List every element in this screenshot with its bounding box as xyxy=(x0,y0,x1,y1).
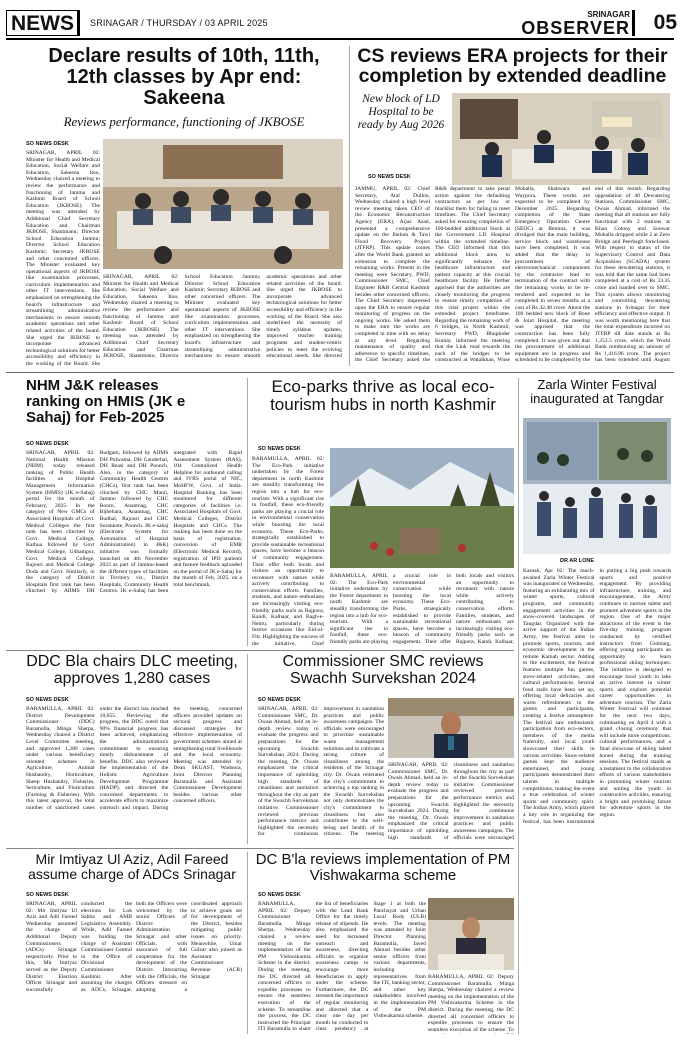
story-byline: SO NEWS DESK xyxy=(368,174,411,180)
dc-photo xyxy=(428,898,514,970)
story-headline: NHM J&K releases ranking on HMIS (JK e Sahaj) for Feb-2025 xyxy=(26,377,186,426)
story-headline: Zarla Winter Festival inaugurated at Tangdar xyxy=(530,377,664,406)
brand-logo xyxy=(510,10,630,37)
section-divider xyxy=(6,848,514,849)
story-headline: DDC Bla chairs DLC meeting, approves 1,280 cases xyxy=(26,653,238,687)
page-number: 05 xyxy=(632,10,677,36)
eco-park-photo xyxy=(330,448,514,568)
story-body: BARAMULLA, APRIL 02: Deputy Commissioner Baramulla, Minga Sherpa, Wednesday chaired a review meeting on the implementation of the PM Vishwakarma Scheme in the district. During the meeting, the DC directed all concerned officers to expedite processes to ensure the seamless execution of the scheme. To streamline the process, the DC instructed the Principal ITI Baramulla to share the list of beneficiaries with the Lead Bank Office for the timely release of stipends. He also emphasized the need for increased outreach and awareness, directing officials to organize awareness camps to encourage more beneficiaries to apply under the scheme. Furthermore, the DC stressed the importance of regular monitoring and directed that a clear one day per month be conducted to clear pendency at Stage 1 at both the Panchayat and Urban Local Body (ULB) levels. The meeting was attended by Joint Director Planning Baramulla, Javed Ahmad besides other senior officers from various departments, including representatives from the ITI, banking sector, and other key stakeholders involved in the implementation of the PM Vishwakarma scheme. xyxy=(258,901,426,1033)
section-divider xyxy=(6,372,674,373)
story-headline: Declare results of 10th, 11th, 12th classes by Apr end: Sakeena xyxy=(48,45,320,109)
column-divider xyxy=(247,378,248,646)
story-body-intro: SRINAGAR, APRIL 02: Commissioner SMC, Dr. Owais Ahmad, held an in-depth review today to evaluate the progress and preparations for the upcoming Swachh Survekshan 2024. During the meeting, Dr. Owais emphasized the critical importance of upholding high standards of cleanliness and sanitation throughout the city as part of the Swachh Survekshan initiative. Commissioner reviewed previous performance metrics and highlighted the necessity for continuous improvement in sanitation practices and public awareness campaigns. The officials were encouraged to prioritize sustainable waste management solutions and to cultivate a strong culture of cleanliness among the residents of the Srinagar city. Dr. Owais reiterated the city's commitment to achieving a top ranking in the Swachh Survekshan not only demonstrates the city's commitment to cleanliness but also contributes to the well-being and health of its citizens. The meeting xyxy=(258,706,384,838)
meeting-photo xyxy=(103,139,343,269)
story-body-tail: BARAMULLA, APRIL 02: Deputy Commissioner Baramulla, Minga Sherpa, Wednesday chaired a review meeting on the implementation of the PM Vishwakarma Scheme in the district. During the meeting, the DC directed all concerned officers to expedite processes to ensure the seamless execution of the scheme. To xyxy=(428,974,514,1033)
story-body-intro: SRINAGAR, APRIL 02: Minister for Health and Medical Education, Social Welfare and Education, Sakeena Itoo, Wednesday chaired a meeting to review the performance and functioning of Jammu and Kashmir Board of School Education (JKBOSE). The meeting was attended by Additional Chief Secretary Education and Chairman JKBOSE, Shantmanu; Director School Education Jammu; Director School Education Kashmir; Secretary JKBOSE and other concerned officers. The Minister evaluated key operational aspects of JKBOSE like examination processes, curriculum implementation and other IT interventions. She emphasized on strengthening the board's infrastructure and streamlining administrative mechanisms to ensure smooth academic operations and other related activities of the board. She urged the JKBOSE to incorporate advanced technological solutions for better accessibility and efficiency in the working of the Board. She xyxy=(26,150,100,366)
festival-photo xyxy=(523,418,671,554)
commissioner-photo xyxy=(388,698,514,758)
column-divider xyxy=(349,46,350,366)
brand-name: OBSERVER xyxy=(521,18,630,38)
story-byline: DR AR LONE xyxy=(560,558,595,564)
section-divider xyxy=(6,650,514,651)
story-body: JAMMU, APRIL 02: Chief Secretary, Atal Dulloo, Wednesday chaired a high level review meeting taken CEO of the Economic Reconstruction Agency (ERA), Aijaz Asad, presented a comprehensive update on the Jhelum & Tawi Flood Recovery Project (JTFRP). This update comes after the World Bank granted an extension to complete the remaining works. Present in the meeting were Secretary, PWD, Commissioner SMC, Chief Engineer R&B Central Kashmir besides other concerned officers. The Chief Secretary impressed upon the ERA to ensure regular monitoring of progress on the ongoing works. He asked them to make sure the works are completed in time with no delay at any level. Regarding maintenance of quality and adherence to specific timelines, the Chief Secretary asked the R&B department to take penal action against the defaulting contractors as per law or blacklist them for failing to meet timelines. The Chief Secretary asked for ensuring completion of 100-bedded additional block at the Government LD Hospital within the extended timeline. The CEO informed that this additional block aims to significantly enhance the healthcare infrastructure and patient capacity at this crucial healthcare facility. He further apprised that the authorities are closely monitoring the progress to ensure timely completion of this vital project within the extended project timeframe. Regarding the remaining work of 6 bridges, in North Kashmir, Secretary PWD, Bhupinder Kumar, informed the meeting that the Link road towards the each of the bridges to be constructed at Watalkhan, Wuse Mohalla, Shahwara and Waypora. These works are expected to be completed by December 2025. Regarding completion of the State Emergency Operation Centre (SEOC) at Bemina, it was divulged that the main building, service block and warehouse have been completed. It was added that the delay in procurement of electromechanical components by the contractor lead to termination of the contract with the remaining works to be re-tendered and expected to be completed in seven months at a cost of Rs 42.48 crore. About the 100 bedded new block of Bone & Joint Hospital, the meeting was apprised that the construction has been fully completed. It was given out that the procurement of additional equipment are in progress and scheduled to be completed by the end of this month. Regarding upgradation of 40 Dewatering Stations, Commissioner SMC, Owais Ahmad, informed the meeting that all stations are fully functional with 2 stations at Khan Colony and Sonwar Mohalla dropped while 2 at Zero Bridge and Peerbagh foreclosed. With respect to status of the Supervisory Control and Data Acquisition (SCADA) system for these dewatering stations, it was told that the same had been completed at a cost of Rs 33.35 crore and handed over to SMC. This system allows monitoring and controlling dewatering stations in Srinagar for their efficiency and effective output. It was worth mentioning here that the total expenditure incurred on JTFRP till date stands at Rs 1,253.5 crore, which the World Bank reimbursing an amount of Rs 1,416.96 crore. The project has been extended until August xyxy=(355,186,670,364)
story-body: BARAMULLA, APRIL 02: District Development Commissioner (DDC) Baramulla, Minga Sherpa, Wednesday chaired a District Level Committee meeting, and approved 1,280 cases under various beneficiary oriented schemes in Agriculture, Animal Husbandry, Horticulture, Sheep Husbandry, Fisheries, Sericulture, and Floriculture (Farming & Fisheries). With this latest approval, the total number of sanctioned cases under the district has reached 10,055. Reviewing the progress, the DDC noted that 90% financial progress has been achieved, emphasizing the administration's commitment to ensuring timely disbursement of benefits. DDC also reviewed the implementation of the Holistic Agriculture Development Programme (HADP), and directed the concerned departments to accelerate efforts to maximize outreach and impact. During the meeting, concerned officers provided updates on sectoral progress and discussed strategies for effective implementation of government schemes aimed at strengthening rural livelihoods and the local economy. Meeting was attended by Dean SKUAST, Wadoora, Joint Director Planning Baramulla and Assistant Commissioner Development besides various other concerned officers. xyxy=(26,706,242,811)
story-body: SRINAGAR, APRIL 02: Commissioner SMC, Dr. Owais Ahmad, held an in-depth review today to evaluate the progress and preparations for the upcoming Swachh Survekshan 2024. During the meeting, Dr. Owais emphasized the critical importance of upholding high standards of cleanliness and sanitation throughout the city as part of the Swachh Survekshan initiative. Commissioner reviewed previous performance metrics and highlighted the necessity for continuous improvement in sanitation practices and public awareness campaigns. The officials were encouraged xyxy=(388,762,514,841)
story-headline: Commissioner SMC reviews Swachh Survekshan 2024 xyxy=(282,653,484,687)
column-divider xyxy=(518,378,519,1034)
story-body: SRINAGAR, APRIL 02: National Health Mission (NHM) today released ranking of Public Health facilities on Hospital Management Information System (HMIS) (JK e-Sahaj) portal for the month of February, 2025. In the category of New GMCs of Associated Hospitals of Govt. Medical Colleges the first rank has been clinched by Govt. Medical College, Kathua followed by Govt Medical College, Udhampur, Govt. Medical College, Rajouri and Medical College Doda and Govt. Similarly, in the category of District Hospitals first rank has been clinched by AIIMS DH Budgam, followed by AIIMS DH Pulwama, DH Ganderbal, DH Reasi and DH Poonch. Also, in the category of Community Health Centres (CHCs), first rank has been clinched by CHC Manii, Jammu followed by CHC Boorn, Anantnag, CHC Bijbehara, Anantnag, CHC Budhal, Rajouri and CHC Surankote, Poonch. JK e-sahaj (Electronic System for Automation of Hospital Administration) in J&K) initiative was formally launched on 4th November 2023 as part of Jammu-based the different types of facilities in Territory viz., District Hospitals, Community Health Centres. JK e-Sahaj has been integrated with Rapid Assessment System (RAS), 104 Centralized Health Helpline for outbound calling and IVRS portal of NIC, MoHFW, Govt. of India. Hospital Ranking has been monitored for different categories of facilities i.e. Associated Hospitals of Govt. Medical Colleges, District Hospitals and CHCs. The ranking has been done on the basis of registration, conversion of EMR (Electronic Medical Record), registration of IPD patients and feature feedback uploaded on the portal of JK e-Sahaj for the month of Feb, 2025, on a total benchmark. xyxy=(26,450,242,595)
conference-photo xyxy=(452,93,670,185)
story-byline: SO NEWS DESK xyxy=(26,697,69,703)
story-headline: Eco-parks thrive as local eco-tourism hubs in north Kashmir xyxy=(270,377,496,414)
story-body-intro: BARAMULLA, APRIL 02: The Eco-Park initiative undertaken by the Forest department in north Kashmir are steadily transforming the region into a hub for eco-tourism. With a significant rise in footfall, these eco-friendly parks are playing a crucial role in environmental conservation while boosting the local economy. These Eco-Parks, strategically established to provide sustainable recreational spaces, have become a beacon of community engagement. Their offer both locals and visitors an opportunity to reconnect with nature while actively contributing to conservation efforts. Families, students, and nature enthusiasts are increasingly visiting eco-friendly parks such as Rajpora, Kandi, Kalhaar, and Bagh-e-Nehru, particularly during festive occasions like Eid-ul-Fitr. Highlighting the success of the initiative, Chief xyxy=(252,456,324,646)
story-body: BARAMULLA, APRIL 02: The Eco-Park initiative undertaken by the Forest department in north Kashmir are steadily transforming the region into a hub for eco-tourism. With a significant rise in footfall, these eco-friendly parks are playing a crucial role in environmental conservation while boosting the local economy. These Eco-Parks, strategically established to provide sustainable recreational spaces, have become a beacon of community engagement. Their offer both locals and visitors an opportunity to reconnect with nature while actively contributing to conservation efforts. Families, students, and nature enthusiasts are increasingly visiting eco-friendly parks such as Rajpora, Kandi, Kalhaar, xyxy=(330,573,514,645)
story-subhead: Reviews performance, functioning of JKBOSE xyxy=(63,114,305,129)
story-byline: SO NEWS DESK xyxy=(26,892,69,898)
section-label: NEWS xyxy=(6,10,80,36)
story-body: SRINAGAR, APRIL 02: Minister for Health and Medical Education, Social Welfare and Education, Sakeena Itoo, Wednesday chaired a meeting to review the performance and functioning of Jammu and Kashmir Board of School Education (JKBOSE). The meeting was attended by Additional Chief Secretary Education and Chairman JKBOSE, Shantmanu; Director School Education Jammu; Director School Education Kashmir; Secretary JKBOSE and other concerned officers. The Minister evaluated key operational aspects of JKBOSE like examination processes, curriculum implementation and other IT interventions. She emphasized on strengthening the board's infrastructure and streamlining administrative mechanisms to ensure smooth academic operations and other related activities of the board. She urged the JKBOSE to incorporate advanced technological solutions for better accessibility and efficiency in the working of the Board. She also underlined the necessity of timely syllabus updates, improved teacher training programs and student-centric policies to meet the evolving educational needs. She directed xyxy=(103,274,342,360)
story-headline: Mir Imtiyaz Ul Aziz, Adil Fareed assume charge of ADCs Srinagar xyxy=(28,851,236,882)
column-divider xyxy=(247,852,248,1034)
story-byline: SO NEWS DESK xyxy=(26,441,69,447)
story-byline: SO NEWS DESK xyxy=(258,446,301,452)
story-headline: DC B'la reviews implementation of PM Vishwakarma scheme xyxy=(255,851,511,884)
brand-top: SRINAGAR xyxy=(587,10,630,19)
story-byline: SO NEWS DESK xyxy=(26,141,69,147)
masthead xyxy=(6,6,677,40)
story-headline: CS reviews ERA projects for their completion by extended deadline xyxy=(357,45,668,88)
story-subhead: New block of LD Hospital to be ready by Aug 2026 xyxy=(357,93,445,131)
story-body: SRINAGAR, APRIL 02: Mir Imtiyaz Ul Aziz and Adil Fareed Wednesday assumed the charge of Additional Deputy Commissioners (ADCs) Srinagar respectively. Prior to this, Mir Imtiyaz served as the Deputy District Election Officer Srinagar and successfully conducted the elections for Lok Sabha and AMB Legislative Assembly. While, Adil Fareed was holding the charge of Assistant Commissioner Central in the Office of Divisional Commissioner Kashmir. After assuming the charges as ADCs, Srinagar, both the Officers were welcomed by the senior Officers of District Administration Srinagar and other Officials, with assurance of full cooperation for the development of the District. Interacting with the Officials, the Officers stressed on adopting a coordinated approach to achieve goals set for development of the District, besides mitigating public issues on priority. Meanwhile, Umar Gulzar also joined as Assistant Commissioner Revenue (ACR) Srinagar. xyxy=(26,901,242,993)
column-divider xyxy=(247,654,248,844)
story-body: Karnah, Apr 02: The much-awaited Zarla Winter Festival was inaugurated on Wednesday, featuring an exhilarating mix of winter sports, cultural programs, and community engagement activities in the snow-covered landscapes of Tangdar. Organized with the active support of the Indian Army, the festival aims to promote sports, tourism, and economic development in the remote Karnah sector. Adding to the excitement, the festival features multiple fun games, snow-related activities, and cultural performances. Several food stalls have been set up, offering local delicacies and warm refreshments to the guests and participants, creating a festive atmosphere. The festival saw enthusiastic participation from eco-sectors, members of the media fraternity, and local youth showcased their skills in various activities. Snow-related games kept the audience entertained, and young participants demonstrated their talents in multiple competitions, making the event a true celebration of winter sports and community spirit. The Indian Army, which played a key role in organizing the festival, has been instrumental in putting a big push towards sports and positive engagement. By providing infrastructure, training, and encouragement, the Army continues to nurture talent and promote adventure sports in the region. One of the major attractions of the event is the five-day training program conducted by certified instructors from Gulmarg, offering young participants an opportunity to learn professional skiing techniques. The initiative is designed to encourage local youth to take an active interest in winter sports and explore potential career opportunities in adventure tourism. The Zarla Winter Festival will continue for the next two days, culminating on April 4 with a grand closing ceremony that will include more competitions, cultural performances, and a final showcase of skiing talent honed during the training sessions. The festival stands as a testament to the collaborative efforts of various stakeholders in promoting winter tourism and uniting the youth in constructive activities, ensuring a bright and promising future for adventure sports in the region. xyxy=(523,568,671,825)
story-byline: SO NEWS DESK xyxy=(258,697,301,703)
dateline: SRINAGAR / THURSDAY / 03 APRIL 2025 xyxy=(90,18,268,28)
story-byline: SO NEWS DESK xyxy=(258,892,301,898)
